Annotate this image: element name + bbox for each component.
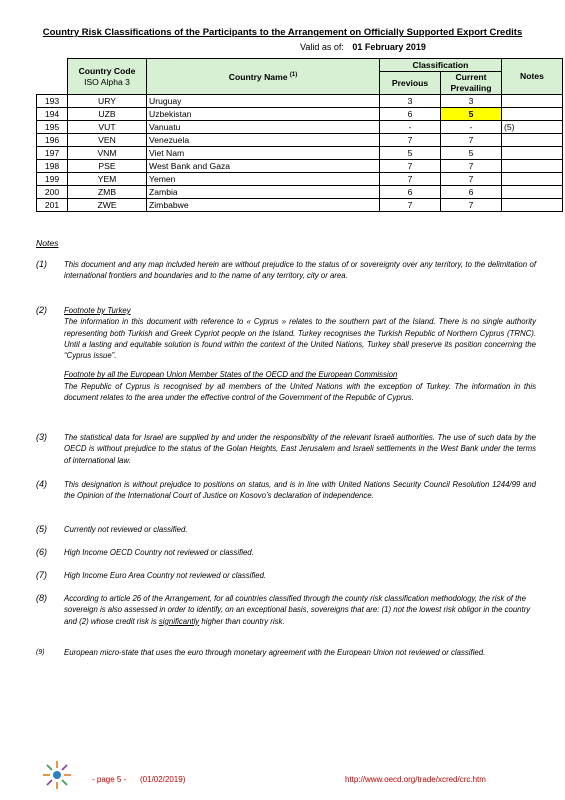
table-row [37, 186, 563, 199]
note-8 [36, 593, 536, 627]
footnote-turkey-heading: Footnote by Turkey [64, 306, 131, 315]
notes-value: (5) [502, 121, 563, 134]
row-index: 194 [37, 108, 68, 121]
current-value: 7 [441, 173, 502, 186]
note-text: European micro-state that uses the euro through monetary agreement with the European Union not reviewed or classified. [64, 648, 486, 657]
row-index: 195 [37, 121, 68, 134]
notes-value [502, 108, 563, 121]
notes-value [502, 147, 563, 160]
notes-value [502, 186, 563, 199]
row-index: 200 [37, 186, 68, 199]
current-value-highlighted: 5 [441, 108, 502, 121]
note-number: (5) [36, 524, 47, 534]
previous-value: 6 [380, 186, 441, 199]
iso-code: PSE [68, 160, 147, 173]
valid-date: 01 February 2019 [352, 42, 426, 52]
iso-code: URY [68, 95, 147, 108]
footnote-turkey-text: The information in this document with reference to « Cyprus » relates to the southern part of the Island. There is no single authority representing both Turkish and Greek Cypriot people on the Island. Turkey recognises the Turkish Republic of Northern Cyprus (TRNC). Until a lasting and equitable solution is found within the context of the United Nations, Turkey shall preserve its position concerning the “Cyprus issue”. [64, 317, 536, 361]
footnote-eu-heading: Footnote by all the European Union Member States of the OECD and the European Commission [64, 370, 398, 380]
notes-heading: Notes [36, 238, 59, 248]
table-row [37, 121, 563, 134]
notes-header: Notes [502, 59, 563, 95]
table-row [37, 134, 563, 147]
iso-label: ISO Alpha 3 [84, 76, 130, 87]
document-title: Country Risk Classifications of the Participants to the Arrangement on Officially Supported Export Credits [42, 27, 523, 38]
country-name-sup: (1) [289, 72, 298, 79]
table-row [37, 108, 563, 121]
row-index: 201 [37, 199, 68, 212]
note-3 [36, 432, 536, 466]
country-name: Yemen [147, 173, 380, 186]
footer-date: (01/02/2019) [140, 775, 186, 784]
country-code-label: Country Code [78, 65, 136, 76]
notes-value [502, 95, 563, 108]
note-number: (3) [36, 432, 47, 442]
country-name: Vanuatu [147, 121, 380, 134]
iso-code: VNM [68, 147, 147, 160]
index-header-blank [37, 59, 68, 95]
current-value: 6 [441, 186, 502, 199]
iso-code: VEN [68, 134, 147, 147]
current-value: 7 [441, 134, 502, 147]
note-text: According to article 26 of the Arrangement, for all countries classified through the county risk classification methodology, the risk of the sovereign is also assessed in order to identify, on an exceptional basis, sovereigns that are: (1) not the lowest risk obligor in the country and (2) whose credit risk is [64, 594, 531, 626]
country-name: Zambia [147, 186, 380, 199]
country-name: Venezuela [147, 134, 380, 147]
note-number: (4) [36, 479, 47, 489]
note-5 [36, 524, 536, 535]
iso-code: YEM [68, 173, 147, 186]
previous-header: Previous [380, 72, 441, 95]
note-6 [36, 547, 536, 558]
table-row [37, 147, 563, 160]
note-4 [36, 479, 536, 502]
current-value: 7 [441, 160, 502, 173]
note-7 [36, 570, 536, 581]
current-value: 5 [441, 147, 502, 160]
note-number: (1) [36, 259, 47, 269]
previous-value: 7 [380, 134, 441, 147]
notes-value [502, 173, 563, 186]
country-name-header [147, 59, 380, 95]
country-name-label: Country Name [228, 71, 288, 82]
notes-value [502, 134, 563, 147]
country-name: Zimbabwe [147, 199, 380, 212]
note-number: (6) [36, 547, 47, 557]
previous-value: 5 [380, 147, 441, 160]
page-number: - page 5 - [92, 775, 127, 784]
table-row [37, 95, 563, 108]
iso-code: VUT [68, 121, 147, 134]
table-row [37, 199, 563, 212]
previous-value: 6 [380, 108, 441, 121]
note-number: (2) [36, 305, 47, 315]
iso-code: UZB [68, 108, 147, 121]
previous-value: - [380, 121, 441, 134]
note-emphasis: significantly [158, 616, 200, 626]
note-text: This document and any map included herein are without prejudice to the status of or sovereignty over any territory, to the delimitation of international frontiers and boundaries and to the name of any territory, city or area. [64, 260, 536, 281]
footer-url-link[interactable]: http://www.oecd.org/trade/xcred/crc.htm [345, 775, 486, 784]
previous-value: 7 [380, 173, 441, 186]
footnote-eu-text: The Republic of Cyprus is recognised by all members of the United Nations with the exception of Turkey. The information in this document relates to the area under the effective control of the Government of the Republic of Cyprus. [64, 381, 536, 403]
previous-value: 7 [380, 199, 441, 212]
note-text: The statistical data for Israel are supplied by and under the responsibility of the relevant Israeli authorities. The use of such data by the OECD is without prejudice to the status of the Golan Heights, East Jerusalem and Israeli settlements in the West Bank under the terms of international law. [64, 433, 536, 465]
previous-value: 3 [380, 95, 441, 108]
country-name: Uruguay [147, 95, 380, 108]
row-index: 196 [37, 134, 68, 147]
note-2 [36, 305, 536, 403]
country-name: Viet Nam [147, 147, 380, 160]
note-text-end: higher than country risk. [201, 616, 285, 626]
oecd-sun-logo-icon [42, 760, 72, 790]
note-text: High Income OECD Country not reviewed or classified. [64, 548, 254, 557]
note-text: Currently not reviewed or classified. [64, 525, 188, 534]
current-value: 3 [441, 95, 502, 108]
country-name: West Bank and Gaza [147, 160, 380, 173]
row-index: 193 [37, 95, 68, 108]
current-value: 7 [441, 199, 502, 212]
row-index: 199 [37, 173, 68, 186]
current-prevailing-header: Current Prevailing [441, 72, 502, 95]
notes-value [502, 160, 563, 173]
note-number: (8) [36, 593, 47, 603]
classification-header: Classification [380, 59, 502, 72]
previous-value: 7 [380, 160, 441, 173]
current-value: - [441, 121, 502, 134]
row-index: 198 [37, 160, 68, 173]
note-1 [36, 259, 536, 282]
note-text: High Income Euro Area Country not reviewed or classified. [64, 571, 267, 580]
valid-label: Valid as of: [300, 42, 344, 52]
country-name: Uzbekistan [147, 108, 380, 121]
table-row [37, 173, 563, 186]
note-number: (7) [36, 570, 47, 580]
row-index: 197 [37, 147, 68, 160]
country-code-header [68, 59, 147, 95]
note-number: (9) [36, 649, 45, 656]
note-9 [36, 647, 536, 658]
valid-as-of [300, 42, 426, 52]
classification-table [36, 58, 563, 212]
table-row [37, 160, 563, 173]
iso-code: ZMB [68, 186, 147, 199]
notes-value [502, 199, 563, 212]
iso-code: ZWE [68, 199, 147, 212]
note-text: This designation is without prejudice to positions on status, and is in line with United Nations Security Council Resolution 1244/99 and the Opinion of the International Court of Justice on Kosovo’s declaration of independence. [64, 480, 536, 501]
